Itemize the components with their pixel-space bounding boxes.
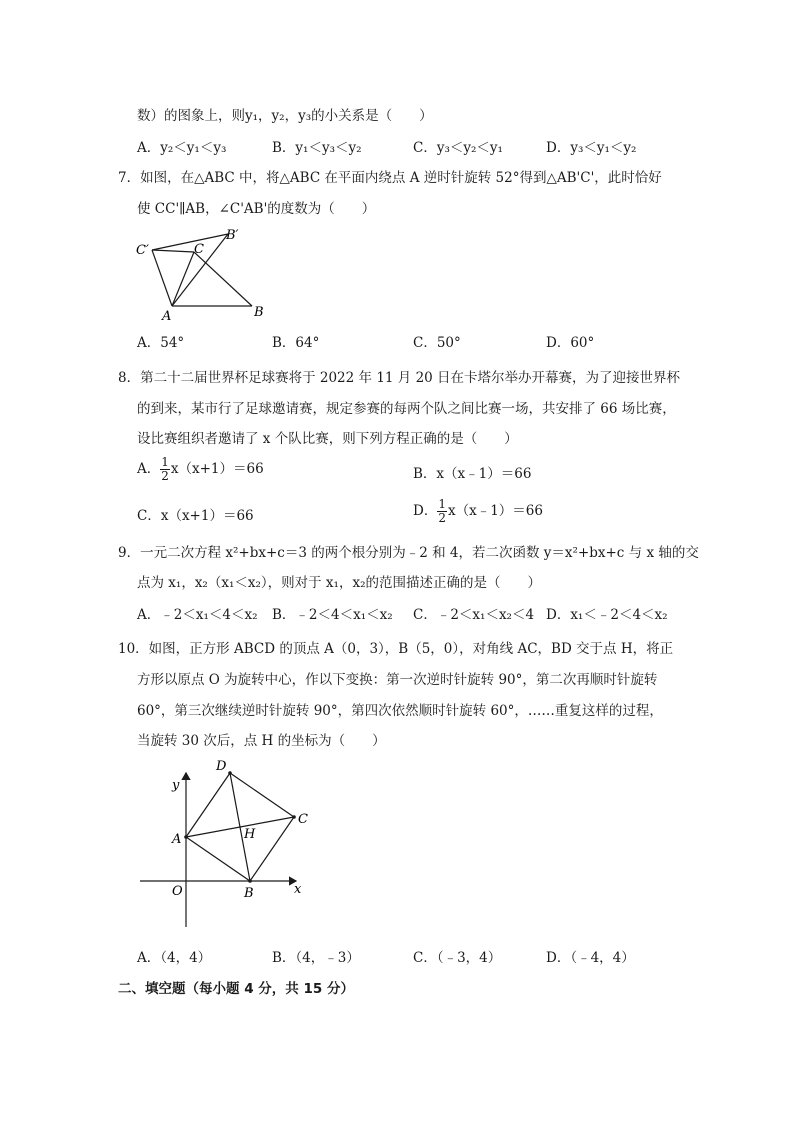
- q8-stem-line-3: 设比赛组织者邀请了 x 个队比赛，则下列方程正确的是（ ）: [137, 431, 518, 447]
- q8-option-c: C．x（x+1）＝66: [137, 508, 254, 524]
- q8-option-d-fraction: [437, 498, 447, 525]
- q9-option-c: C．﹣2＜x₁＜x₂＜4: [413, 607, 535, 623]
- q9-option-b: B．﹣2＜4＜x₁＜x₂: [272, 607, 393, 623]
- q6-option-d: D．y₃＜y₁＜y₂: [546, 140, 637, 156]
- q8-option-a-text: x（x+1）＝66: [170, 461, 264, 477]
- q7-stem-line-1: 7．如图，在△ABC 中，将△ABC 在平面内绕点 A 逆时针旋转 52°得到△AB'C'，此时恰好: [118, 170, 662, 186]
- q8-option-a-frac-num: 1: [161, 455, 169, 469]
- q10-option-a: A．（4，4）: [137, 950, 212, 966]
- q10-point-b: [248, 879, 252, 883]
- q7-option-d: D．60°: [546, 335, 595, 351]
- q10-label-d: D: [216, 759, 227, 774]
- q8-option-a-prefix: A．: [137, 461, 161, 477]
- q7-seg-cprime-a: [152, 250, 172, 306]
- q8-option-a-fraction: [160, 456, 170, 483]
- q7-seg-cprime-bprime: [152, 234, 228, 250]
- q8-option-d-prefix: D．: [413, 503, 438, 519]
- q7-seg-cprime-c: [152, 250, 194, 252]
- q8-option-a-frac-den: 2: [161, 469, 169, 483]
- q8-option-d-frac-den: 2: [438, 511, 446, 525]
- section-2-heading: 二、填空题（每小题 4 分，共 15 分）: [118, 981, 354, 997]
- q6-option-c: C．y₃＜y₂＜y₁: [413, 140, 503, 156]
- q10-label-a: A: [172, 832, 182, 847]
- q10-stem-line-4: 当旋转 30 次后，点 H 的坐标为（ ）: [137, 733, 386, 749]
- q8-option-a: [137, 456, 264, 483]
- q8-option-d-text: x（x﹣1）＝66: [447, 503, 543, 519]
- q7-seg-a-c: [172, 252, 194, 306]
- q10-point-d: [228, 771, 232, 775]
- q10-label-h: H: [244, 827, 256, 842]
- q6-stem-line: 数）的图象上，则y₁，y₂，y₃的小关系是（ ）: [137, 108, 433, 124]
- q7-stem-line-2: 使 CC'∥AB，∠C'AB'的度数为（ ）: [137, 201, 376, 217]
- q9-stem-line-2: 点为 x₁，x₂（x₁＜x₂），则对于 x₁，x₂的范围描述正确的是（ ）: [137, 575, 541, 591]
- q10-point-a: [184, 835, 188, 839]
- q10-stem-line-1: 10．如图，正方形 ABCD 的顶点 A（0，3），B（5，0），对角线 AC，BD 交于点 H，将正: [118, 641, 674, 657]
- q9-option-d: D．x₁＜﹣2＜4＜x₂: [546, 607, 668, 623]
- q7-label-a: A: [162, 309, 172, 324]
- q10-label-y: y: [172, 778, 180, 793]
- q10-option-d: D．（﹣4，4）: [546, 950, 635, 966]
- q6-option-b: B．y₁＜y₃＜y₂: [272, 140, 362, 156]
- q10-option-b: B．（4，﹣3）: [272, 950, 360, 966]
- q7-label-c: C: [194, 242, 204, 257]
- q10-stem-line-3: 60°，第三次继续逆时针旋转 90°，第四次依然顺时针旋转 60°，……重复这样的过程，: [137, 703, 663, 719]
- q8-option-d: [413, 498, 543, 525]
- q7-label-b-prime: B′: [226, 228, 239, 243]
- q10-label-b: B: [244, 886, 254, 901]
- q10-label-c: C: [298, 812, 308, 827]
- q8-stem-line-2: 的到来，某市行了足球邀请赛，规定参赛的每两个队之间比赛一场，共安排了 66 场比赛，: [137, 401, 676, 417]
- q10-stem-line-2: 方形以原点 O 为旋转中心，作以下变换：第一次逆时针旋转 90°，第二次再顺时针旋转: [137, 672, 658, 688]
- q7-option-a: A．54°: [137, 335, 185, 351]
- q8-stem-line-1: 8．第二十二届世界杯足球赛将于 2022 年 11 月 20 日在卡塔尔举办开幕赛，为了迎接世界杯: [118, 370, 681, 386]
- q7-option-b: B．64°: [272, 335, 320, 351]
- q7-label-c-prime: C′: [136, 243, 149, 258]
- q7-figure: [130, 222, 280, 327]
- q9-option-a: A．﹣2＜x₁＜4＜x₂: [137, 607, 258, 623]
- q7-label-b: B: [254, 305, 264, 320]
- q6-option-a: A．y₂＜y₁＜y₃: [137, 140, 227, 156]
- q10-figure: [130, 755, 320, 935]
- q10-label-o: O: [172, 884, 183, 899]
- q10-point-c: [292, 815, 296, 819]
- q7-seg-c-b: [194, 252, 252, 306]
- q10-label-x: x: [294, 882, 302, 897]
- q8-option-b: B．x（x﹣1）＝66: [413, 466, 532, 482]
- q10-option-c: C．（﹣3，4）: [413, 950, 502, 966]
- q8-option-d-frac-num: 1: [438, 497, 446, 511]
- q9-stem-line-1: 9．一元二次方程 x²+bx+c＝3 的两个根分别为﹣2 和 4，若二次函数 y＝x²+bx+c 与 x 轴的交: [118, 545, 699, 561]
- q7-option-c: C．50°: [413, 335, 461, 351]
